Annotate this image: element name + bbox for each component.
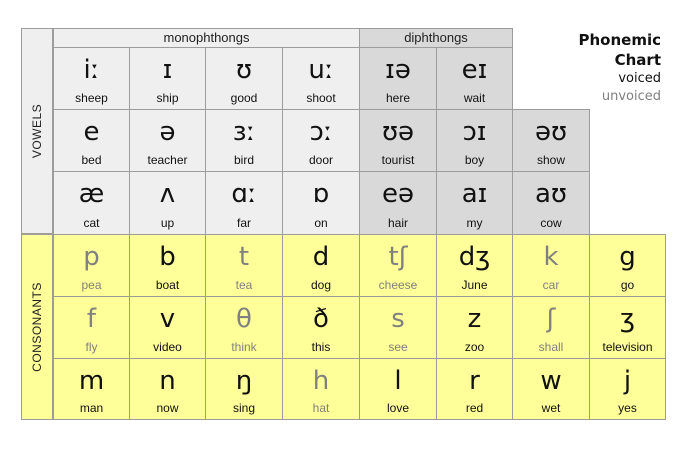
example-word: good (230, 91, 258, 105)
example-word: this (311, 340, 331, 354)
phoneme-symbol: d (312, 242, 330, 272)
phoneme-symbol: r (469, 366, 480, 396)
consonant-cell-voiced (589, 296, 666, 359)
consonant-cell-unvoiced (282, 358, 360, 420)
example-word: pea (81, 278, 102, 292)
example-word: bird (233, 153, 254, 167)
consonant-cell-unvoiced (53, 296, 130, 359)
phoneme-symbol: g (619, 242, 636, 272)
legend-voiced: voiced (618, 71, 661, 86)
vowel-cell (129, 47, 206, 110)
consonant-cell-voiced (129, 358, 206, 420)
consonant-cell-voiced (436, 358, 513, 420)
diphthong-cell (512, 171, 590, 235)
consonant-cell-voiced (589, 234, 666, 297)
example-word: boy (464, 153, 485, 167)
phoneme-symbol: ɒ (312, 179, 330, 209)
consonant-cell-unvoiced (359, 296, 437, 359)
consonant-cell-voiced (205, 358, 283, 420)
vowel-cell (53, 109, 130, 172)
example-word: door (308, 153, 334, 167)
example-word: television (602, 340, 653, 354)
phoneme-symbol: ɔɪ (462, 117, 487, 147)
chart-title-line1: Phonemic (578, 31, 661, 49)
phoneme-symbol: ʌ (159, 179, 176, 209)
phoneme-symbol: ɪ (162, 55, 173, 85)
vowel-cell (205, 47, 283, 110)
vowel-cell (282, 171, 360, 235)
consonant-cell-voiced (359, 358, 437, 420)
consonant-cell-voiced (436, 234, 513, 297)
example-word: video (153, 340, 182, 354)
vowel-cell (53, 171, 130, 235)
diphthong-cell (359, 109, 437, 172)
phoneme-symbol: ʒ (619, 304, 636, 334)
example-word: far (236, 216, 251, 230)
diphthong-cell (359, 47, 437, 110)
phoneme-symbol: j (623, 366, 632, 396)
consonant-cell-voiced (129, 234, 206, 297)
example-word: shall (538, 340, 564, 354)
diphthong-cell (512, 109, 590, 172)
phoneme-symbol: eɪ (461, 55, 488, 85)
example-word: man (79, 401, 104, 415)
example-word: sing (232, 401, 255, 415)
consonant-cell-unvoiced (205, 296, 283, 359)
vowel-cell (129, 171, 206, 235)
phoneme-symbol: æ (78, 179, 105, 209)
consonant-cell-voiced (282, 296, 360, 359)
phoneme-symbol: θ (236, 304, 252, 334)
consonant-cell-voiced (436, 296, 513, 359)
chart-legend (579, 30, 662, 106)
consonant-cell-voiced (53, 358, 130, 420)
consonant-cell-voiced (129, 296, 206, 359)
phoneme-symbol: ɑː (231, 179, 257, 209)
phoneme-symbol: s (391, 304, 405, 334)
example-word: zoo (464, 340, 485, 354)
example-word: wet (541, 401, 561, 415)
example-word: hat (312, 401, 330, 415)
consonant-cell-unvoiced (359, 234, 437, 297)
diphthongs-header: diphthongs (359, 28, 513, 48)
phoneme-symbol: w (540, 366, 562, 396)
phoneme-symbol: ð (313, 304, 329, 334)
example-word: tea (235, 278, 253, 292)
example-word: cat (83, 216, 100, 230)
example-word: show (536, 153, 565, 167)
example-word: tourist (381, 153, 415, 167)
phoneme-symbol: uː (308, 55, 334, 85)
phoneme-symbol: ɔː (309, 117, 333, 147)
phoneme-symbol: ŋ (235, 366, 253, 396)
example-word: my (466, 216, 483, 230)
consonant-cell-voiced (282, 234, 360, 297)
example-word: sheep (75, 91, 108, 105)
vowel-cell (282, 47, 360, 110)
example-word: see (388, 340, 408, 354)
phoneme-symbol: ʊə (381, 117, 415, 147)
phoneme-symbol: m (78, 366, 105, 396)
diphthong-cell (436, 47, 513, 110)
phoneme-symbol: ʃ (546, 304, 556, 334)
diphthong-cell (436, 171, 513, 235)
chart-title-line2: Chart (614, 51, 661, 69)
phoneme-symbol: iː (83, 55, 100, 85)
consonant-cell-unvoiced (205, 234, 283, 297)
example-word: red (465, 401, 484, 415)
example-word: yes (618, 401, 637, 415)
consonants-side-label: CONSONANTS (21, 234, 53, 420)
example-word: on (314, 216, 328, 230)
phoneme-symbol: eə (382, 179, 414, 209)
phoneme-symbol: ɪə (385, 55, 411, 85)
example-word: shoot (306, 91, 336, 105)
phoneme-symbol: e (83, 117, 100, 147)
phoneme-symbol: b (159, 242, 176, 272)
vowel-cell (205, 171, 283, 235)
phoneme-symbol: l (394, 366, 402, 396)
phoneme-symbol: ɜː (232, 117, 256, 147)
diphthong-cell (359, 171, 437, 235)
vowel-cell (53, 47, 130, 110)
phoneme-symbol: ə (159, 117, 176, 147)
diphthong-cell (436, 109, 513, 172)
consonant-cell-unvoiced (512, 234, 590, 297)
phoneme-symbol: k (543, 242, 559, 272)
example-word: ship (156, 91, 179, 105)
example-word: love (386, 401, 409, 415)
example-word: up (160, 216, 175, 230)
example-word: teacher (147, 153, 188, 167)
example-word: fly (85, 340, 98, 354)
phoneme-symbol: tʃ (388, 242, 408, 272)
example-word: wait (463, 91, 486, 105)
example-word: now (156, 401, 179, 415)
example-word: cheese (378, 278, 418, 292)
example-word: dog (310, 278, 332, 292)
example-word: hair (387, 216, 408, 230)
consonant-cell-voiced (589, 358, 666, 420)
phoneme-symbol: z (467, 304, 482, 334)
example-word: boat (155, 278, 180, 292)
phoneme-symbol: p (83, 242, 100, 272)
example-word: go (620, 278, 635, 292)
phoneme-symbol: aʊ (535, 179, 567, 209)
vowel-cell (205, 109, 283, 172)
phoneme-symbol: f (86, 304, 97, 334)
phoneme-symbol: əʊ (534, 117, 568, 147)
phoneme-symbol: t (238, 242, 250, 272)
vowel-cell (129, 109, 206, 172)
phoneme-symbol: n (159, 366, 176, 396)
consonant-cell-voiced (512, 358, 590, 420)
monophthongs-header: monophthongs (53, 28, 360, 48)
example-word: bed (81, 153, 102, 167)
consonant-cell-unvoiced (512, 296, 590, 359)
phoneme-symbol: ʊ (235, 55, 253, 85)
vowel-cell (282, 109, 360, 172)
example-word: car (542, 278, 560, 292)
phoneme-symbol: v (159, 304, 176, 334)
example-word: think (231, 340, 257, 354)
consonant-cell-unvoiced (53, 234, 130, 297)
example-word: cow (540, 216, 562, 230)
phoneme-symbol: dʒ (458, 242, 491, 272)
phoneme-symbol: h (312, 366, 330, 396)
phoneme-symbol: aɪ (461, 179, 488, 209)
example-word: here (385, 91, 411, 105)
example-word: June (461, 278, 488, 292)
legend-unvoiced: unvoiced (601, 89, 661, 104)
vowels-side-label: VOWELS (21, 28, 53, 234)
